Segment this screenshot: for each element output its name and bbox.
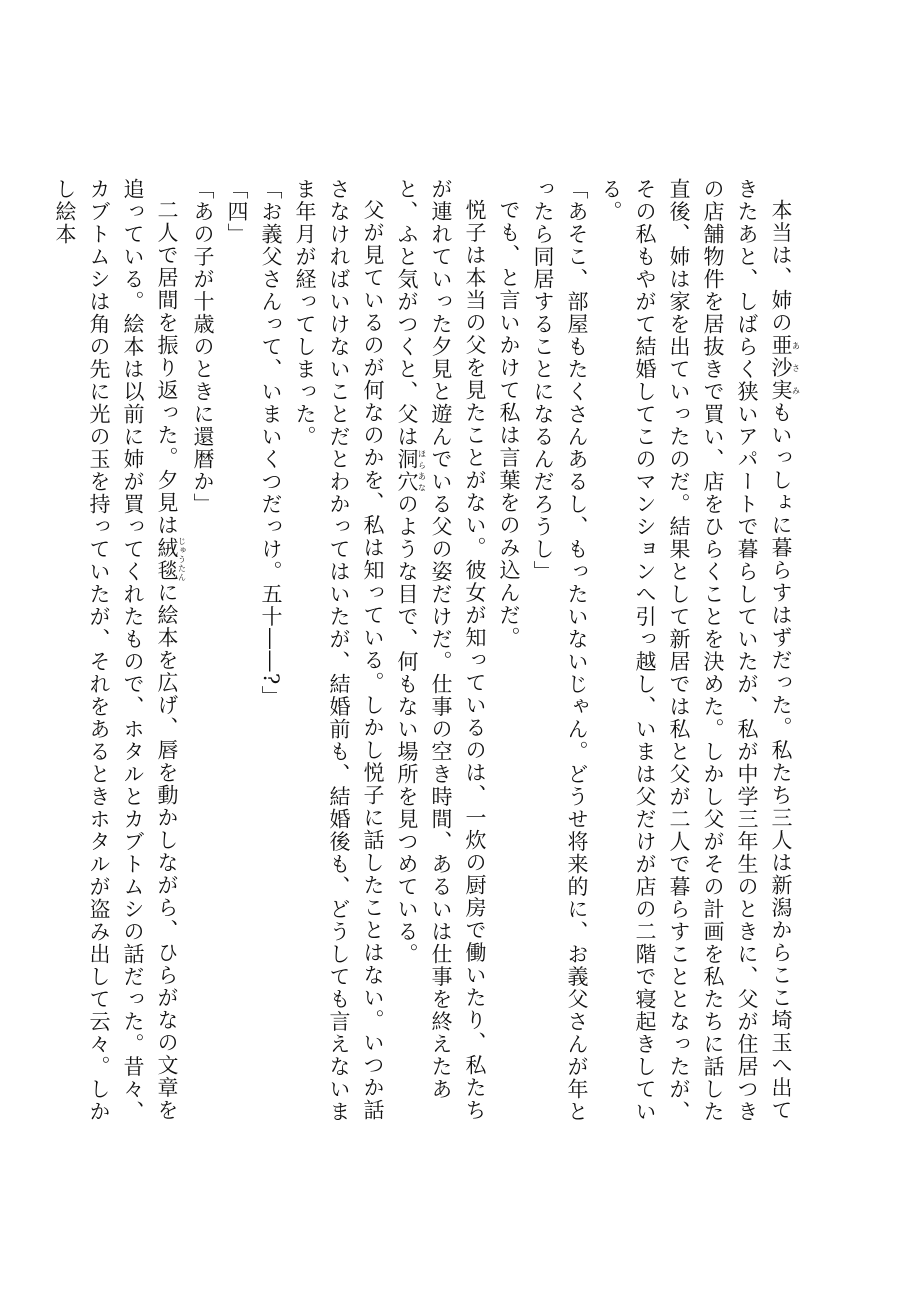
paragraph-8: 「あの子が十歳のときに還暦か」 (191, 178, 215, 516)
vertical-text-block (53, 178, 801, 1138)
p1-pre: 本当は、姉の (769, 199, 793, 334)
paragraph-9 (48, 178, 186, 1138)
p4-post: のような目で、何もない場所を見つめている。 (395, 493, 419, 966)
paragraph-6: 「お義父さんって、いまいくつだっけ。五十――?」 (259, 178, 283, 709)
paragraph-1 (594, 178, 800, 1138)
ruby-asami: 亜沙実あさみ (769, 334, 801, 402)
p9-pre: 二人で居間を振り返った。夕見は (155, 199, 179, 537)
paragraph-7: 「四」 (225, 178, 249, 246)
ruby-horaana: 洞穴ほらあな (395, 448, 427, 493)
p1-post: もいっしょに暮らすはずだった。私たち三人は新潟からここ埼玉へ出てきたあと、しばらく狭いアパートで暮らしていたが、私が中学三年生のときに、父が住居つきの店舗物件を居抜きで買い、店をひらくことを決めた。しかし父がその計画を私たちに話した直後、姉は家を出ていったのだ。結果として新居では私と父が二人で暮らすこととなったが、その私もやがて結婚してこのマンションへ引っ越し、いまは父だけが店の二階で寝起きしている。 (599, 178, 793, 1123)
p4-pre: 悦子は本当の父を見たことがない。彼女が知っているのは、一炊の厨房で働いたり、私たちが連れていった夕見と遊んでいる父の姿だけだ。仕事の空き時間、あるいは仕事を終えたあと、ふと気がつくと、父は (395, 178, 487, 1122)
paragraph-3: でも、と言いかけて私は言葉をのみ込んだ。 (497, 199, 521, 649)
paragraph-5: 父が見ているのが何なのかを、私は知っている。しかし悦子に話したことはない。いつか話さなければいけないことだとわかってはいたが、結婚前も、結婚後も、どうしても言えないまま年月が経ってしまった。 (293, 178, 385, 1123)
p9-post: に絵本を広げ、唇を動かしながら、ひらがなの文章を追っている。絵本は以前に姉が買ってくれたもので、ホタルとカブトムシの話だった。昔々、カブトムシは角の先に光の玉を持っていたが、それをあるときホタルが盗み出して云々。しかし絵本 (53, 178, 179, 1123)
ruby-jutan: 絨毯じゅうたん (155, 536, 187, 582)
paragraph-2: 「あそこ、部屋もたくさんあるし、もったいないじゃん。どうせ将来的に、お義父さんが年とったら同居することになるんだろうし」 (531, 178, 589, 1123)
paragraph-4 (390, 178, 492, 1138)
